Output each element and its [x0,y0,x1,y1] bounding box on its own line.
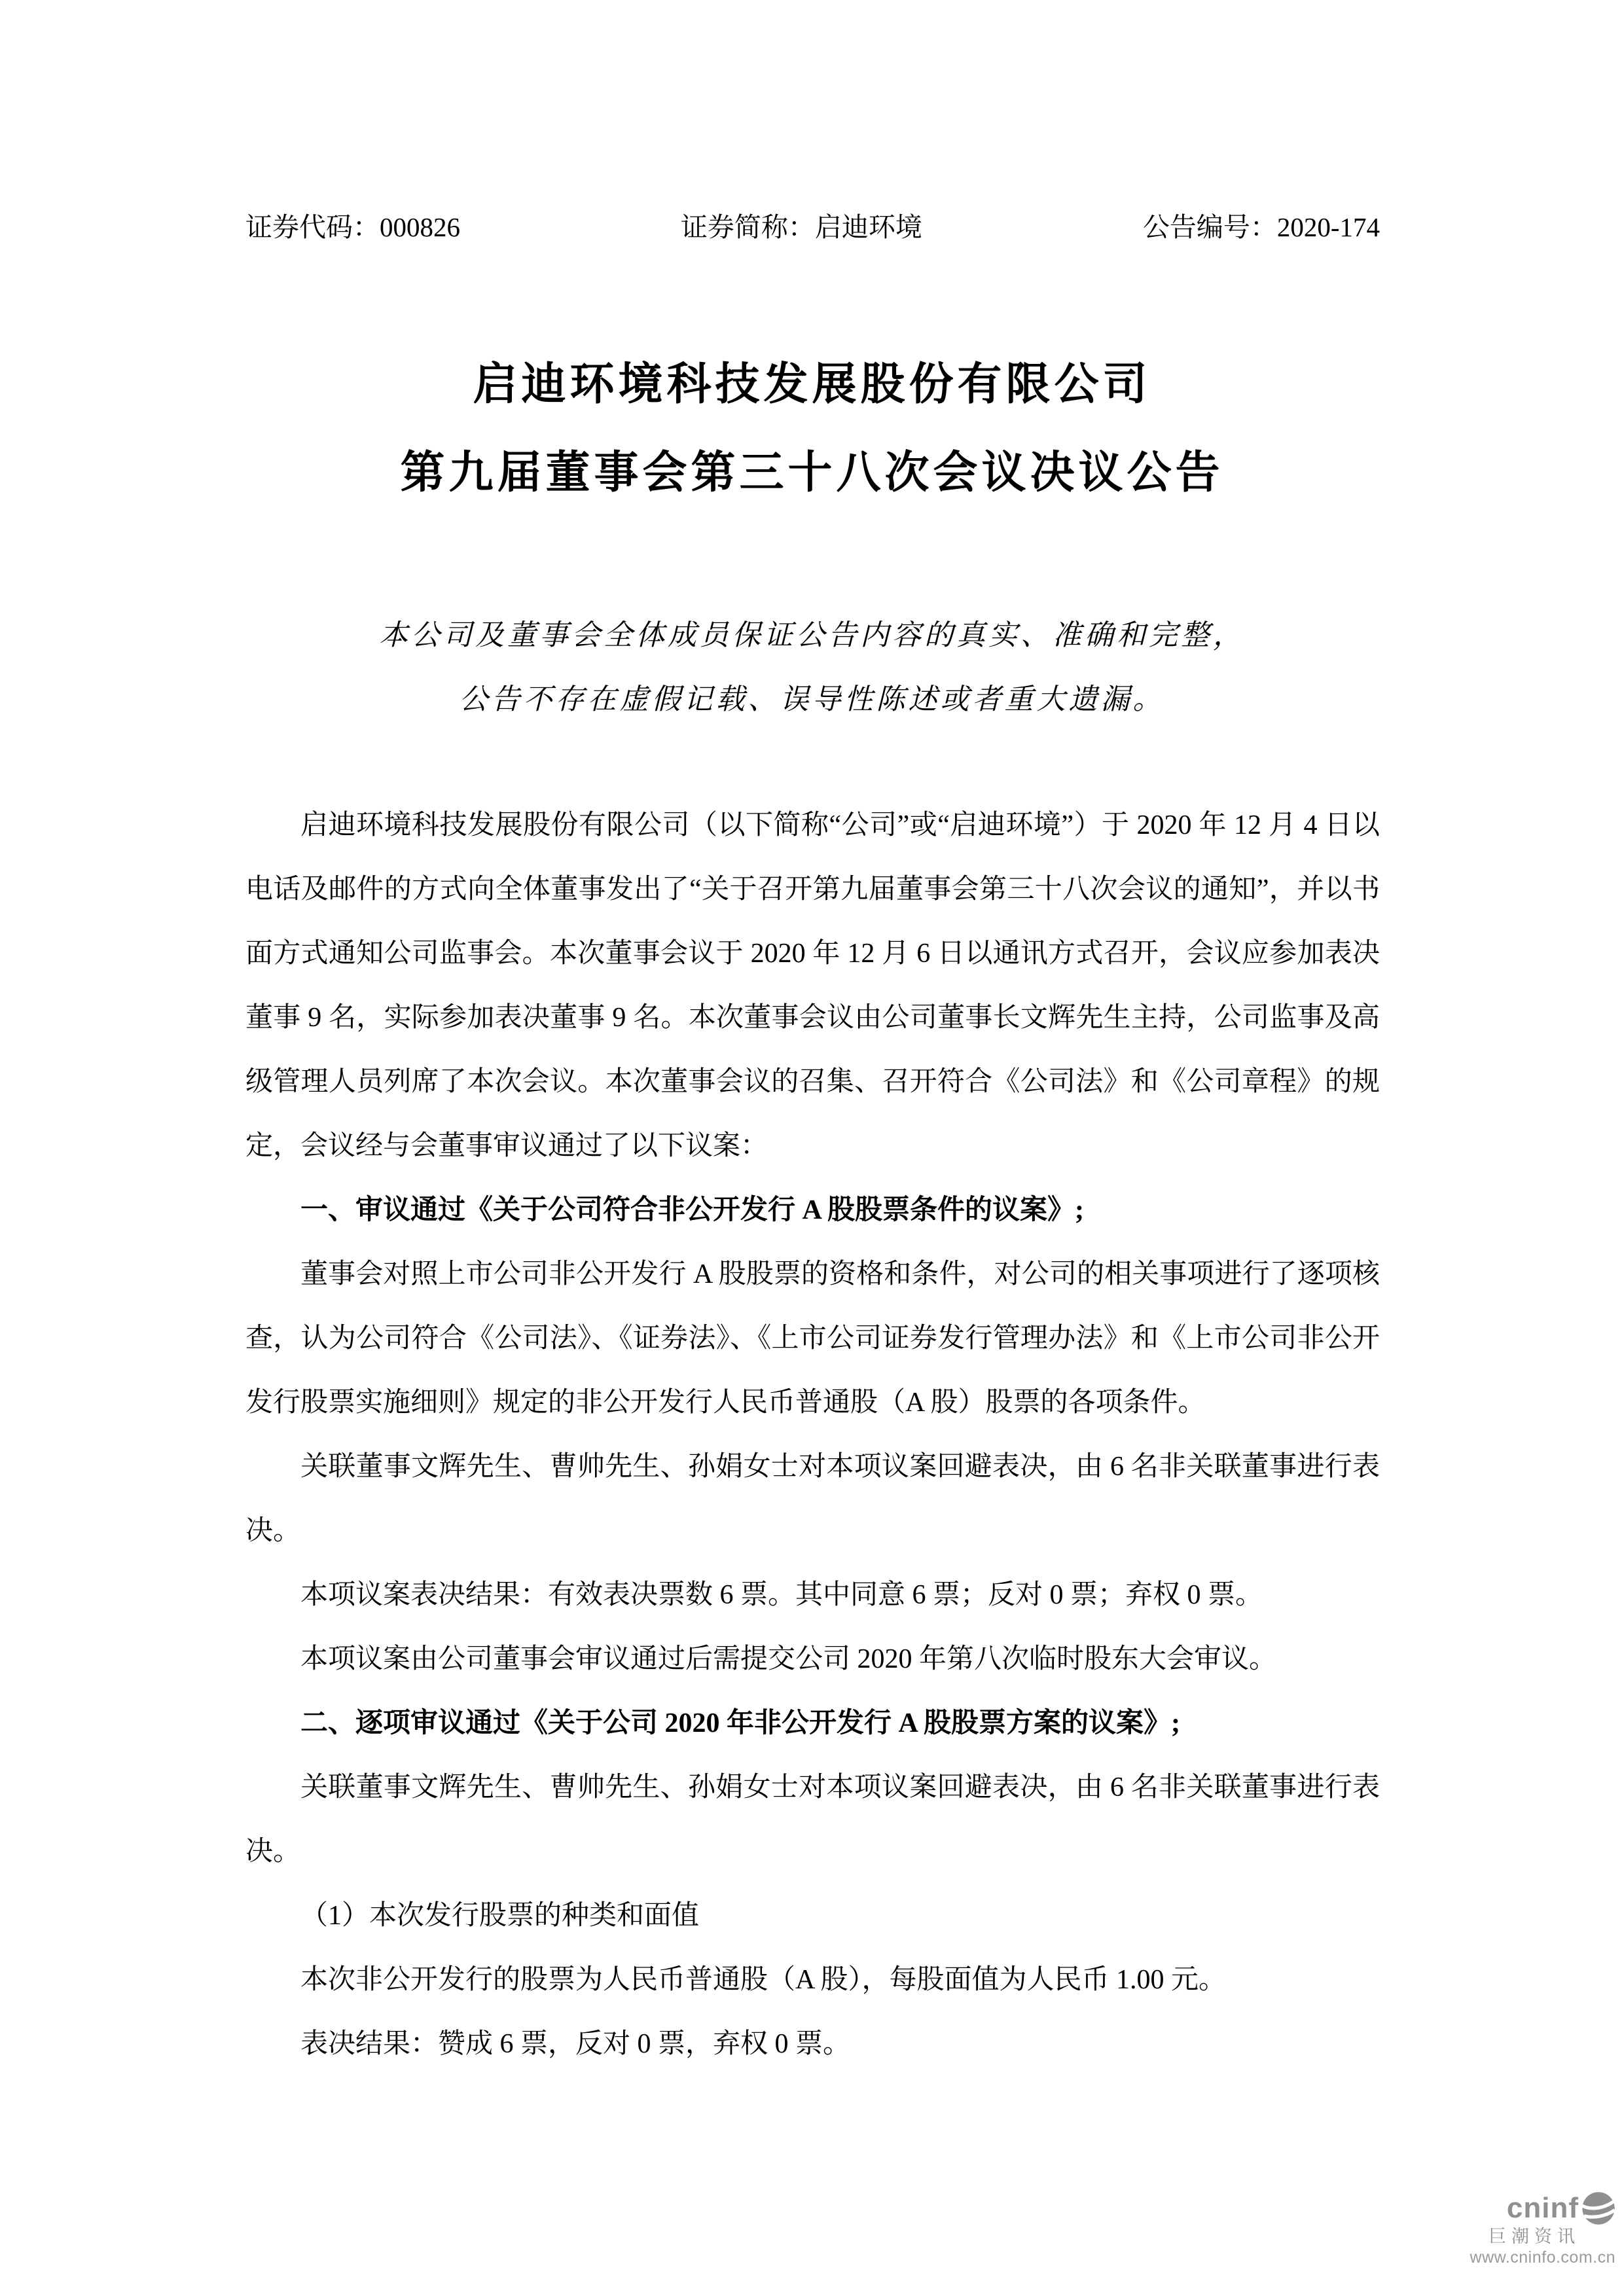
stock-abbr-label: 证券简称：启迪环境 [680,212,922,242]
document-title [0,340,1624,517]
cninfo-logo [1445,2191,1615,2225]
paragraph-item-2-heading: 二、逐项审议通过《关于公司 2020 年非公开发行 A 股股票方案的议案》; [300,1708,1181,1738]
disclaimer-line-2: 公告不存在虚假记载、误导性陈述或者重大遗漏。 [459,683,1165,715]
title-line-meeting-resolution: 第九届董事会第三十八次会议决议公告 [400,448,1224,497]
paragraph-item-1-heading: 一、审议通过《关于公司符合非公开发行 A 股股票条件的议案》; [300,1195,1085,1225]
paragraph-item-2-recusal: 关联董事文辉先生、曹帅先生、孙娟女士对本项议案回避表决，由 6 名非关联董事进行表决。 [245,1772,1380,1867]
announcement-number-label: 公告编号：2020-174 [1142,212,1380,242]
cninfo-globe-icon [1581,2191,1615,2225]
paragraph-item-2-sub1-content: 本次非公开发行的股票为人民币普通股（A 股），每股面值为人民币 1.00 元。 [300,1965,1227,1995]
paragraph-item-1-submission: 本项议案由公司董事会审议通过后需提交公司 2020 年第八次临时股东大会审议。 [300,1644,1277,1674]
title-line-company-name: 启迪环境科技发展股份有限公司 [473,359,1151,409]
paragraph-item-2-sub1-title: （1）本次发行股票的种类和面值 [300,1901,700,1931]
paragraph-item-1-vote-result: 本项议案表决结果：有效表决票数 6 票。其中同意 6 票；反对 0 票；弃权 0 票。 [300,1580,1263,1610]
document-header [245,211,1380,243]
document-body [245,793,1380,2076]
disclaimer-line-1: 本公司及董事会全体成员保证公告内容的真实、准确和完整， [379,619,1245,651]
cninfo-brand-name: 巨潮资讯 [1489,2227,1580,2246]
cninfo-website-url: www.cninfo.com.cn [1470,2248,1615,2267]
cninfo-watermark [1445,2191,1615,2267]
paragraph-intro: 启迪环境科技发展股份有限公司（以下简称“公司”或“启迪环境”）于 2020 年 12 月 4 日以电话及邮件的方式向全体董事发出了“关于召开第九届董事会第三十八次会议的通知”，并以书面方式通知公司监事会。本次董事会议于 2020 年 12 月 6 日以通讯方式召开，会议应参加表决董事 9 名，实际参加表决董事 9 名。本次董事会议由公司董事长文辉先生主持，公司监事及高级管理人员列席了本次会议。本次董事会议的召集、召开符合《公司法》和《公司章程》的规定，会议经与会董事审议通过了以下议案： [245,810,1380,1161]
disclaimer-statement [245,603,1379,732]
cninfo-logo-text: cninf [1506,2192,1579,2224]
paragraph-item-1-recusal: 关联董事文辉先生、曹帅先生、孙娟女士对本项议案回避表决，由 6 名非关联董事进行表决。 [245,1452,1380,1546]
stock-code-label: 证券代码：000826 [245,212,460,242]
paragraph-item-1-review: 董事会对照上市公司非公开发行 A 股股票的资格和条件，对公司的相关事项进行了逐项核查，认为公司符合《公司法》、《证券法》、《上市公司证券发行管理办法》和《上市公司非公开发行股票实施细则》规定的非公开发行人民币普通股（A 股）股票的各项条件。 [245,1259,1380,1418]
paragraph-item-2-sub1-vote: 表决结果：赞成 6 票，反对 0 票，弃权 0 票。 [300,2029,851,2059]
